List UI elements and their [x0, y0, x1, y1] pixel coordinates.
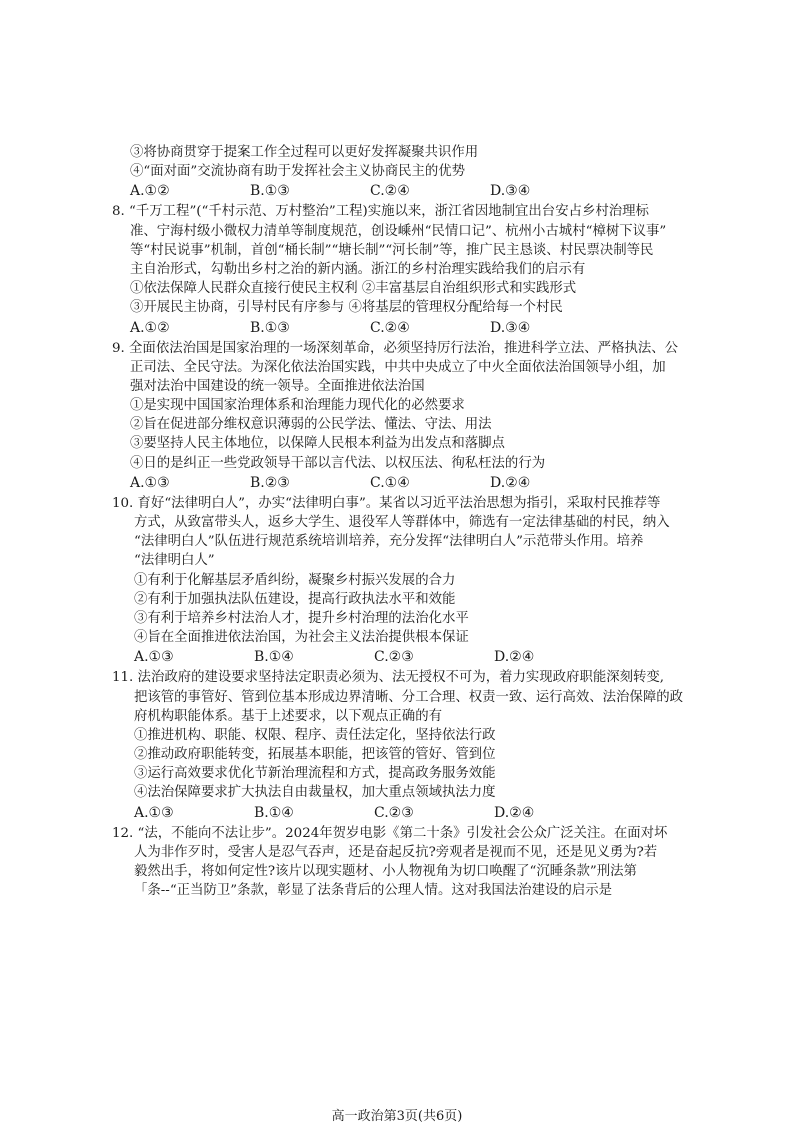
option-line: ③开展民主协商，引导村民有序参与 ④将基层的管理权分配给每一个村民 — [130, 300, 563, 316]
question-8 — [112, 202, 692, 338]
question-stem-line: “法律明白人” — [134, 553, 215, 569]
choice-d: D.③④ — [490, 183, 531, 200]
question-stem-line: 9. 全面依法治国是国家治理的一场深刻革命，必须坚持厉行法治，推进科学立法、严格执法、公 — [112, 340, 679, 356]
choice-a: A.①② — [130, 319, 170, 336]
page-footer: 高一政治第3页(共6页) — [331, 1109, 463, 1124]
question-stem-line: 10. 育好“法律明白人”，办实“法律明白事”。某省以习近平法治思想为指引，采取村民推荐等 — [112, 495, 661, 511]
answer-choices — [112, 318, 692, 339]
question-stem-line: 正司法、全民守法。为深化依法治国实践，中共中央成立了中火全面依法治国领导小组，加 — [130, 359, 666, 375]
option-line: ②旨在促进部分维权意识薄弱的公民学法、懂法、守法、用法 — [130, 417, 492, 433]
choice-a: A.①③ — [134, 804, 174, 821]
option-line: ①有利于化解基层矛盾纠纷，凝聚乡村振兴发展的合力 — [134, 572, 456, 588]
choice-c: C.①④ — [370, 474, 410, 491]
question-stem-line: 准、宁海村级小微权力清单等制度规范，创设嵊州“民情口记”、杭州小古城村“樟树下议事” — [130, 223, 667, 239]
choice-c: C.②③ — [374, 804, 414, 821]
choice-b: B.②③ — [250, 474, 290, 491]
question-stem-line: 11. 法治政府的建设要求坚持法定职责必须为、法无授权不可为，着力实现政府职能深刻转变, — [112, 670, 665, 686]
choice-d: D.②④ — [490, 474, 531, 491]
question-stem-line: “法律明白人”队伍进行规范系统培训培养，充分发挥“法律明白人”示范带头作用。培养 — [134, 534, 644, 550]
answer-choices — [112, 473, 692, 494]
option-line: ④日的是纠正一些党政领导干部以言代法、以权压法、徇私枉法的行为 — [130, 455, 546, 471]
choice-b: B.①③ — [250, 319, 290, 336]
option-line: ④“面对面”交流协商有助于发挥社会主义协商民主的优势 — [130, 164, 466, 180]
answer-choices — [112, 647, 692, 668]
answer-choices — [112, 181, 692, 202]
option-line: ②有利于加强执法队伍建设，提高行政执法水平和效能 — [134, 591, 456, 607]
question-9 — [112, 339, 692, 494]
choice-a: A.①② — [130, 183, 170, 200]
question-stem-line: 毅然出手，将如何定性?该片以现实题材、小人物视角为切口唤醒了“沉睡条款”刑法第 — [134, 864, 637, 879]
question-11 — [112, 668, 692, 823]
question-stem-line: 主自治形式，勾勒出乡村之治的新内涵。浙江的乡村治理实践给我们的启示有 — [130, 261, 586, 277]
choice-c: C.②④ — [370, 319, 410, 336]
choice-c: C.②③ — [374, 649, 414, 666]
question-stem-line: 人为非作歹时，受害人是忍气吞声，还是奋起反抗?旁观者是视而不见，还是见义勇为?若 — [134, 844, 658, 860]
option-line: ④旨在全面推进依法治国，为社会主义法治提供根本保证 — [134, 630, 469, 646]
question-12 — [112, 824, 692, 901]
choice-c: C.②④ — [370, 183, 410, 200]
choice-d: D.②④ — [494, 804, 535, 821]
option-line: ③将协商贯穿于提案工作全过程可以更好发挥凝聚共识作用 — [130, 145, 479, 160]
choice-b: B.①④ — [254, 804, 294, 821]
question-stem-line: 把该管的事管好、管到位基本形成边界清晰、分工合理、权责一致、运行高效、法治保障的政 — [134, 689, 684, 705]
question-stem-line: 方式，从致富带头人，返乡大学生、退役军人等群体中，筛选有一定法律基础的村民，纳入 — [134, 515, 670, 530]
option-line: ③要坚持人民主体地位，以保障人民根本利益为出发点和落脚点 — [130, 436, 505, 452]
question-stem-line: 府机构职能体系。基于上述要求，以下观点正确的有 — [134, 708, 442, 724]
option-line: ④法治保障要求扩大执法自由裁量权，加大重点领域执法力度 — [134, 785, 496, 801]
question-stem-line: 强对法治中国建设的统一领导。全面推进依法治国 — [130, 378, 425, 394]
choice-a: A.①③ — [134, 649, 174, 666]
option-line: ②推动政府职能转变，拓展基本职能，把该管的管好、管到位 — [134, 747, 496, 763]
choice-a: A.①③ — [130, 474, 170, 491]
question-stem-line: 8. “千万工程”(“千村示范、万村整治”工程)实施以来，浙江省因地制宜出台安占乡村治理标 — [112, 204, 649, 220]
choice-d: D.②④ — [494, 649, 535, 666]
question-10 — [112, 494, 692, 669]
choice-d: D.③④ — [490, 319, 531, 336]
answer-choices — [112, 803, 692, 824]
option-line: ①是实现中国国家治理体系和治理能力现代化的必然要求 — [130, 398, 465, 414]
page-content — [112, 143, 692, 900]
question-stem-line: 12. “法，不能向不法让步”。2024年贺岁电影《第二十条》引发社会公众广泛关注。在面对坏 — [112, 825, 668, 841]
option-line: ③有利于培养乡村法治人才，提升乡村治理的法治化水平 — [134, 610, 469, 626]
choice-b: B.①③ — [250, 183, 290, 200]
question-stem-line: 「条--“正当防卫”条款，彰显了法条背后的公理人情。这对我国法治建设的启示是 — [134, 883, 613, 899]
choice-b: B.①④ — [254, 649, 294, 666]
option-line: ①依法保障人民群众直接行使民主权利 ②丰富基层自治组织形式和实践形式 — [130, 281, 577, 297]
question-stem-line: 等“村民说事”机制，首创“桶长制”“塘长制”“河长制”等，推广民主恳谈、村民票决制等民 — [130, 242, 654, 258]
option-line: ①推进机构、职能、权限、程序、责任法定化，坚持依法行政 — [134, 727, 496, 743]
question-7 — [112, 143, 692, 202]
option-line: ③运行高效要求优化节新治理流程和方式，提高政务服务效能 — [134, 766, 496, 782]
